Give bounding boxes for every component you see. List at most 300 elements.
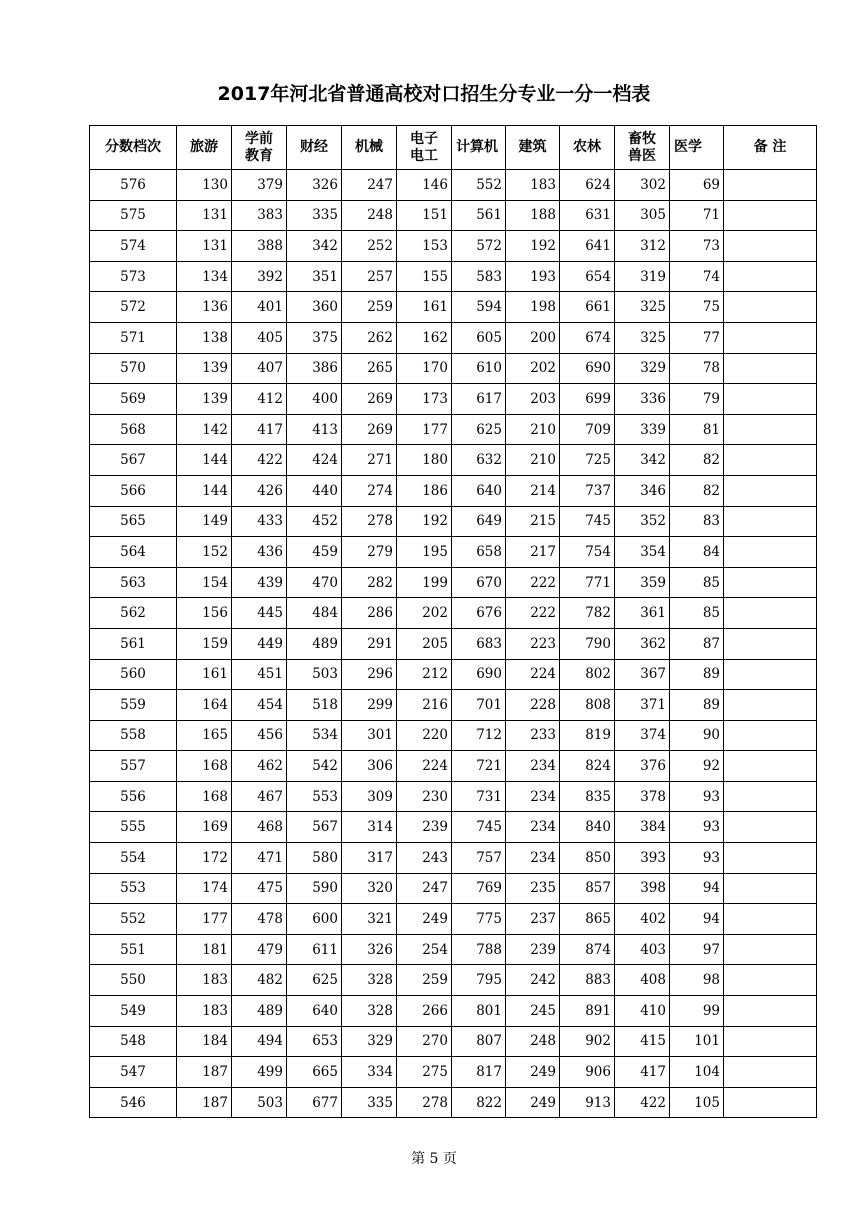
table-cell: 168	[177, 781, 232, 812]
table-cell: 415	[615, 1026, 670, 1057]
table-cell: 142	[177, 414, 232, 445]
table-cell: 624	[560, 170, 615, 201]
table-cell: 467	[232, 781, 287, 812]
table-cell: 93	[670, 843, 724, 874]
table-cell: 203	[506, 384, 560, 415]
table-cell	[724, 873, 817, 904]
table-row	[90, 414, 817, 445]
table-cell: 187	[177, 1087, 232, 1118]
score-cell: 562	[90, 598, 177, 629]
table-row	[90, 1087, 817, 1118]
table-cell: 98	[670, 965, 724, 996]
table-row	[90, 261, 817, 292]
table-cell: 215	[506, 506, 560, 537]
column-header	[287, 126, 342, 170]
table-row	[90, 292, 817, 323]
table-cell	[724, 781, 817, 812]
table-cell: 745	[560, 506, 615, 537]
table-cell: 328	[342, 965, 397, 996]
table-cell	[724, 445, 817, 476]
table-cell: 186	[397, 475, 452, 506]
table-cell: 162	[397, 322, 452, 353]
table-cell: 248	[506, 1026, 560, 1057]
table-cell: 309	[342, 781, 397, 812]
table-cell: 223	[506, 628, 560, 659]
table-row	[90, 965, 817, 996]
score-cell: 569	[90, 384, 177, 415]
table-cell: 534	[287, 720, 342, 751]
table-cell: 625	[287, 965, 342, 996]
table-cell: 94	[670, 904, 724, 935]
table-cell	[724, 904, 817, 935]
table-cell: 233	[506, 720, 560, 751]
table-cell: 217	[506, 537, 560, 568]
table-cell: 317	[342, 843, 397, 874]
table-cell: 85	[670, 567, 724, 598]
table-cell: 305	[615, 200, 670, 231]
table-cell: 819	[560, 720, 615, 751]
table-cell: 518	[287, 690, 342, 721]
table-cell: 252	[342, 231, 397, 262]
table-cell: 242	[506, 965, 560, 996]
table-cell: 850	[560, 843, 615, 874]
table-cell: 239	[397, 812, 452, 843]
table-cell: 392	[232, 261, 287, 292]
table-cell: 398	[615, 873, 670, 904]
table-cell: 105	[670, 1087, 724, 1118]
table-cell: 378	[615, 781, 670, 812]
table-cell: 489	[287, 628, 342, 659]
table-cell: 173	[397, 384, 452, 415]
column-header-label: 财经	[300, 139, 328, 155]
table-cell: 824	[560, 751, 615, 782]
table-cell: 325	[615, 322, 670, 353]
column-header-label: 医学	[674, 139, 702, 155]
table-cell: 375	[287, 322, 342, 353]
table-cell: 346	[615, 475, 670, 506]
table-cell: 149	[177, 506, 232, 537]
table-row	[90, 506, 817, 537]
table-cell: 131	[177, 200, 232, 231]
table-cell: 195	[397, 537, 452, 568]
table-cell: 757	[452, 843, 506, 874]
table-cell: 412	[232, 384, 287, 415]
column-header	[397, 126, 452, 170]
table-cell: 266	[397, 996, 452, 1027]
table-row	[90, 322, 817, 353]
table-cell: 188	[506, 200, 560, 231]
table-cell	[724, 996, 817, 1027]
table-cell: 674	[560, 322, 615, 353]
table-cell: 610	[452, 353, 506, 384]
table-cell: 422	[232, 445, 287, 476]
table-cell: 254	[397, 934, 452, 965]
table-cell: 134	[177, 261, 232, 292]
column-header	[452, 126, 506, 170]
table-cell: 737	[560, 475, 615, 506]
table-row	[90, 781, 817, 812]
table-cell: 170	[397, 353, 452, 384]
table-cell: 286	[342, 598, 397, 629]
table-cell: 183	[506, 170, 560, 201]
table-cell: 75	[670, 292, 724, 323]
table-cell: 801	[452, 996, 506, 1027]
table-cell	[724, 965, 817, 996]
table-cell: 87	[670, 628, 724, 659]
table-cell: 788	[452, 934, 506, 965]
table-cell	[724, 720, 817, 751]
table-cell: 342	[287, 231, 342, 262]
column-header	[670, 126, 724, 170]
table-cell: 210	[506, 414, 560, 445]
table-cell: 552	[452, 170, 506, 201]
column-header-label: 计算机	[456, 139, 498, 155]
table-cell	[724, 1057, 817, 1088]
table-cell: 401	[232, 292, 287, 323]
table-cell: 245	[506, 996, 560, 1027]
table-cell	[724, 292, 817, 323]
table-cell: 617	[452, 384, 506, 415]
table-cell: 84	[670, 537, 724, 568]
table-cell: 433	[232, 506, 287, 537]
table-cell	[724, 414, 817, 445]
score-cell: 557	[90, 751, 177, 782]
table-cell: 320	[342, 873, 397, 904]
table-cell: 769	[452, 873, 506, 904]
score-cell: 559	[90, 690, 177, 721]
table-cell: 156	[177, 598, 232, 629]
table-cell: 468	[232, 812, 287, 843]
table-cell: 296	[342, 659, 397, 690]
table-cell: 857	[560, 873, 615, 904]
table-cell: 200	[506, 322, 560, 353]
table-cell: 151	[397, 200, 452, 231]
column-header	[615, 126, 670, 170]
table-cell: 403	[615, 934, 670, 965]
table-cell: 400	[287, 384, 342, 415]
table-cell: 503	[232, 1087, 287, 1118]
table-cell: 73	[670, 231, 724, 262]
table-cell: 247	[342, 170, 397, 201]
table-cell: 462	[232, 751, 287, 782]
table-cell	[724, 843, 817, 874]
table-cell: 97	[670, 934, 724, 965]
table-cell: 745	[452, 812, 506, 843]
table-cell: 210	[506, 445, 560, 476]
table-cell: 169	[177, 812, 232, 843]
score-cell: 576	[90, 170, 177, 201]
table-cell: 413	[287, 414, 342, 445]
table-cell: 388	[232, 231, 287, 262]
table-cell: 93	[670, 812, 724, 843]
table-cell: 265	[342, 353, 397, 384]
table-cell: 362	[615, 628, 670, 659]
table-cell: 701	[452, 690, 506, 721]
column-header	[724, 126, 817, 170]
table-row	[90, 873, 817, 904]
table-cell: 883	[560, 965, 615, 996]
table-cell: 721	[452, 751, 506, 782]
table-cell: 326	[287, 170, 342, 201]
table-cell: 89	[670, 690, 724, 721]
table-cell: 374	[615, 720, 670, 751]
table-row	[90, 659, 817, 690]
column-header-label: 电子	[410, 130, 438, 147]
table-cell: 640	[452, 475, 506, 506]
table-cell: 499	[232, 1057, 287, 1088]
table-cell: 270	[397, 1026, 452, 1057]
score-cell: 574	[90, 231, 177, 262]
table-cell: 93	[670, 781, 724, 812]
table-cell: 314	[342, 812, 397, 843]
table-cell: 193	[506, 261, 560, 292]
table-cell	[724, 322, 817, 353]
table-cell: 243	[397, 843, 452, 874]
table-cell: 631	[560, 200, 615, 231]
table-cell: 104	[670, 1057, 724, 1088]
table-cell: 891	[560, 996, 615, 1027]
table-cell	[724, 1026, 817, 1057]
table-cell: 790	[560, 628, 615, 659]
table-cell	[724, 567, 817, 598]
table-cell: 440	[287, 475, 342, 506]
table-cell: 439	[232, 567, 287, 598]
score-cell: 547	[90, 1057, 177, 1088]
column-header	[90, 126, 177, 170]
table-row	[90, 231, 817, 262]
table-cell: 334	[342, 1057, 397, 1088]
table-cell	[724, 659, 817, 690]
table-cell: 422	[615, 1087, 670, 1118]
score-cell: 575	[90, 200, 177, 231]
table-cell: 470	[287, 567, 342, 598]
table-cell: 325	[615, 292, 670, 323]
table-cell: 136	[177, 292, 232, 323]
table-cell: 159	[177, 628, 232, 659]
table-cell: 594	[452, 292, 506, 323]
table-cell: 199	[397, 567, 452, 598]
score-cell: 561	[90, 628, 177, 659]
table-row	[90, 904, 817, 935]
table-cell: 152	[177, 537, 232, 568]
table-cell: 782	[560, 598, 615, 629]
table-cell: 85	[670, 598, 724, 629]
table-cell: 771	[560, 567, 615, 598]
table-row	[90, 537, 817, 568]
score-cell: 565	[90, 506, 177, 537]
table-cell: 339	[615, 414, 670, 445]
column-header	[560, 126, 615, 170]
table-cell: 335	[287, 200, 342, 231]
table-cell: 172	[177, 843, 232, 874]
table-cell: 222	[506, 598, 560, 629]
score-cell: 563	[90, 567, 177, 598]
table-cell: 214	[506, 475, 560, 506]
table-cell: 336	[615, 384, 670, 415]
table-cell	[724, 812, 817, 843]
table-cell: 138	[177, 322, 232, 353]
table-cell: 192	[397, 506, 452, 537]
table-cell: 230	[397, 781, 452, 812]
table-cell: 354	[615, 537, 670, 568]
table-cell: 417	[232, 414, 287, 445]
table-cell: 89	[670, 659, 724, 690]
table-cell: 161	[177, 659, 232, 690]
table-cell: 94	[670, 873, 724, 904]
table-cell	[724, 200, 817, 231]
table-cell	[724, 353, 817, 384]
table-cell: 302	[615, 170, 670, 201]
table-cell: 489	[232, 996, 287, 1027]
column-header-label: 分数档次	[105, 139, 161, 155]
table-cell: 436	[232, 537, 287, 568]
table-cell: 360	[287, 292, 342, 323]
table-cell: 384	[615, 812, 670, 843]
table-cell: 424	[287, 445, 342, 476]
table-cell: 71	[670, 200, 724, 231]
table-cell	[724, 751, 817, 782]
table-cell: 494	[232, 1026, 287, 1057]
score-cell: 560	[90, 659, 177, 690]
table-cell: 605	[452, 322, 506, 353]
table-cell: 234	[506, 812, 560, 843]
table-row	[90, 843, 817, 874]
table-cell: 78	[670, 353, 724, 384]
column-header	[506, 126, 560, 170]
table-cell: 234	[506, 751, 560, 782]
table-cell: 192	[506, 231, 560, 262]
table-header-row	[90, 126, 817, 170]
table-cell: 301	[342, 720, 397, 751]
table-row	[90, 934, 817, 965]
table-cell: 177	[397, 414, 452, 445]
table-cell: 319	[615, 261, 670, 292]
column-header-label-line2: 电工	[410, 147, 438, 164]
table-cell: 184	[177, 1026, 232, 1057]
table-cell: 653	[287, 1026, 342, 1057]
score-cell: 571	[90, 322, 177, 353]
table-cell: 408	[615, 965, 670, 996]
table-cell: 445	[232, 598, 287, 629]
table-cell: 235	[506, 873, 560, 904]
table-cell: 479	[232, 934, 287, 965]
table-cell: 690	[452, 659, 506, 690]
table-cell: 625	[452, 414, 506, 445]
table-cell: 817	[452, 1057, 506, 1088]
table-cell: 475	[232, 873, 287, 904]
table-row	[90, 353, 817, 384]
table-cell: 459	[287, 537, 342, 568]
table-cell: 699	[560, 384, 615, 415]
score-cell: 556	[90, 781, 177, 812]
table-cell: 590	[287, 873, 342, 904]
table-cell: 553	[287, 781, 342, 812]
table-cell: 775	[452, 904, 506, 935]
table-cell: 351	[287, 261, 342, 292]
table-cell: 183	[177, 965, 232, 996]
table-cell: 82	[670, 475, 724, 506]
table-cell: 913	[560, 1087, 615, 1118]
table-cell: 212	[397, 659, 452, 690]
table-cell: 282	[342, 567, 397, 598]
score-cell: 566	[90, 475, 177, 506]
table-cell: 600	[287, 904, 342, 935]
table-cell: 99	[670, 996, 724, 1027]
table-cell: 640	[287, 996, 342, 1027]
table-cell: 359	[615, 567, 670, 598]
table-cell: 278	[397, 1087, 452, 1118]
score-cell: 558	[90, 720, 177, 751]
table-cell: 249	[397, 904, 452, 935]
table-cell: 709	[560, 414, 615, 445]
table-cell: 164	[177, 690, 232, 721]
table-cell: 611	[287, 934, 342, 965]
table-cell: 583	[452, 261, 506, 292]
table-cell: 731	[452, 781, 506, 812]
table-cell: 567	[287, 812, 342, 843]
table-cell: 482	[232, 965, 287, 996]
table-row	[90, 200, 817, 231]
table-cell: 92	[670, 751, 724, 782]
table-cell: 216	[397, 690, 452, 721]
table-cell: 321	[342, 904, 397, 935]
table-cell: 299	[342, 690, 397, 721]
table-cell: 224	[397, 751, 452, 782]
table-cell: 271	[342, 445, 397, 476]
table-cell: 840	[560, 812, 615, 843]
table-cell: 329	[615, 353, 670, 384]
table-cell: 154	[177, 567, 232, 598]
table-cell: 865	[560, 904, 615, 935]
score-cell: 552	[90, 904, 177, 935]
column-header	[342, 126, 397, 170]
table-cell: 503	[287, 659, 342, 690]
table-cell: 234	[506, 781, 560, 812]
table-cell: 228	[506, 690, 560, 721]
table-cell: 174	[177, 873, 232, 904]
table-cell: 677	[287, 1087, 342, 1118]
column-header-label: 机械	[355, 139, 383, 155]
table-row	[90, 690, 817, 721]
table-cell	[724, 170, 817, 201]
table-cell: 248	[342, 200, 397, 231]
table-row	[90, 445, 817, 476]
table-cell: 274	[342, 475, 397, 506]
table-cell: 542	[287, 751, 342, 782]
table-cell: 259	[397, 965, 452, 996]
table-cell: 180	[397, 445, 452, 476]
table-cell: 342	[615, 445, 670, 476]
table-cell: 101	[670, 1026, 724, 1057]
table-cell: 426	[232, 475, 287, 506]
table-cell: 371	[615, 690, 670, 721]
column-header	[232, 126, 287, 170]
column-header-label: 建筑	[518, 139, 547, 155]
table-cell	[724, 1087, 817, 1118]
table-body	[90, 170, 817, 1118]
column-header-label: 学前	[245, 130, 273, 147]
table-cell: 187	[177, 1057, 232, 1088]
table-row	[90, 384, 817, 415]
table-cell: 376	[615, 751, 670, 782]
table-cell: 249	[506, 1057, 560, 1088]
score-cell: 570	[90, 353, 177, 384]
table-cell: 795	[452, 965, 506, 996]
table-cell: 902	[560, 1026, 615, 1057]
table-cell: 131	[177, 231, 232, 262]
table-cell: 144	[177, 445, 232, 476]
table-cell: 139	[177, 353, 232, 384]
